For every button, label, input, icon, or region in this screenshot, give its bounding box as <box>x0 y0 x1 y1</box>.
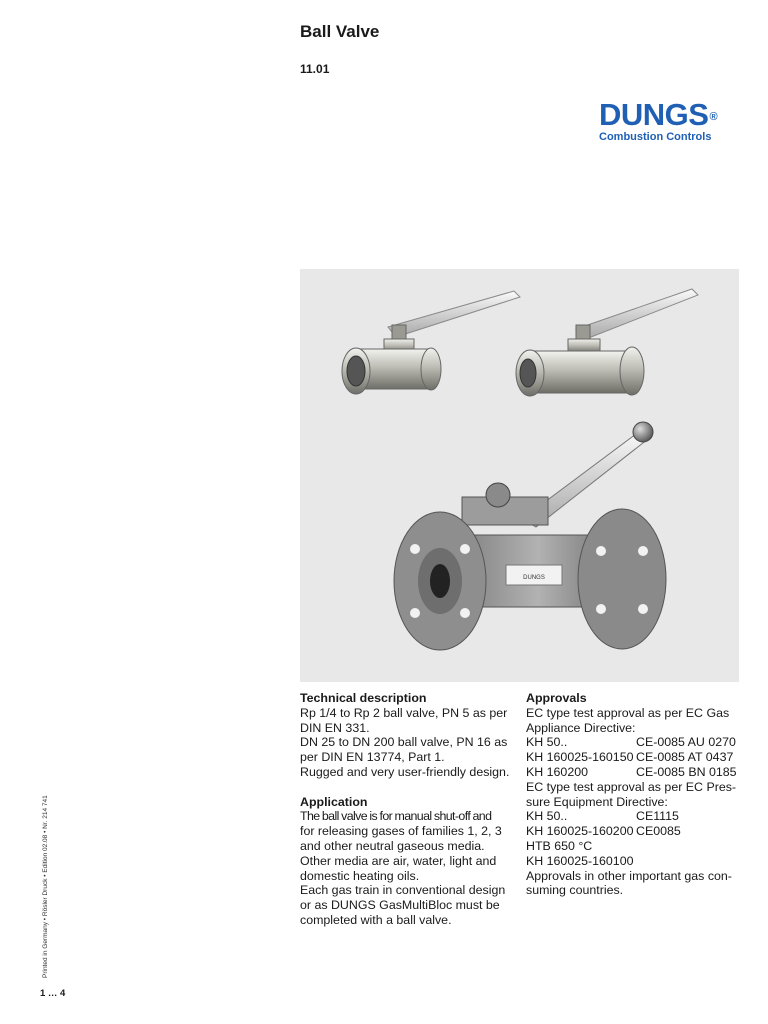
product-photo <box>300 269 739 682</box>
approval-code: CE-0085 AU 0270 <box>636 735 736 750</box>
flanged-ball-valve <box>394 422 666 650</box>
technical-line: Rp 1/4 to Rp 2 ball valve, PN 5 as per <box>300 705 508 720</box>
pressure-approval-row <box>526 824 740 839</box>
print-info: Printed in Germany • Rösler Druck • Edition 02.08 • Nr. 214 741 <box>42 795 49 978</box>
approval-code: CE-0085 BN 0185 <box>636 764 737 779</box>
nameplate-label: DUNGS <box>523 575 545 581</box>
application-heading: Application <box>300 794 368 809</box>
approval-row <box>526 735 740 750</box>
approvals-heading: Approvals <box>526 691 587 705</box>
application-line: for releasing gases of families 1, 2, 3 <box>300 824 502 839</box>
approval-model: KH 160025-160200 <box>526 824 634 839</box>
small-ball-valve-right <box>516 289 698 396</box>
technical-description-heading: Technical description <box>300 691 427 705</box>
logo-brand: DUNGS <box>599 97 709 132</box>
logo-wordmark <box>599 98 739 132</box>
application-line: or as DUNGS GasMultiBloc must be <box>300 898 500 913</box>
approval-row <box>526 765 740 780</box>
left-text-column <box>300 691 512 928</box>
approval-model: KH 50.. <box>526 735 568 750</box>
other-approvals-line: Approvals in other important gas con- <box>526 868 732 883</box>
approval-code: CE0085 <box>636 824 681 839</box>
pressure-approval-row <box>526 809 740 824</box>
technical-line: Rugged and very user-friendly design. <box>300 764 510 779</box>
other-approvals-line: suming countries. <box>526 883 624 898</box>
document-number: 11.01 <box>300 62 330 76</box>
pressure-intro-line: sure Equipment Directive: <box>526 794 668 809</box>
application-line: and other neutral gaseous media. <box>300 838 485 853</box>
right-text-column <box>526 691 740 898</box>
application-line: Other media are air, water, light and <box>300 853 497 868</box>
page-title: Ball Valve <box>300 22 380 41</box>
registered-mark: ® <box>709 111 718 123</box>
approvals-intro-line: Appliance Directive: <box>526 720 636 735</box>
logo-tagline: Combustion Controls <box>599 131 712 143</box>
approval-code: CE-0085 AT 0437 <box>636 750 734 765</box>
dungs-logo <box>599 98 739 143</box>
htb-rating: HTB 650 °C <box>526 838 593 853</box>
technical-line: DN 25 to DN 200 ball valve, PN 16 as <box>300 735 508 750</box>
technical-line: per DIN EN 13774, Part 1. <box>300 750 445 765</box>
ball-valves-illustration <box>300 269 739 682</box>
approval-model: KH 160025-160150 <box>526 750 634 765</box>
htb-model: KH 160025-160100 <box>526 853 634 868</box>
application-line: domestic heating oils. <box>300 868 420 883</box>
approval-model: KH 160200 <box>526 764 589 779</box>
page-range: 1 … 4 <box>40 988 66 999</box>
technical-line: DIN EN 331. <box>300 720 370 735</box>
pressure-intro-line: EC type test approval as per EC Pres- <box>526 779 737 794</box>
approvals-intro-line: EC type test approval as per EC Gas <box>526 705 730 720</box>
application-line: completed with a ball valve. <box>300 912 452 927</box>
approval-model: KH 50.. <box>526 809 568 824</box>
application-line: Each gas train in conventional design <box>300 883 506 898</box>
approval-row <box>526 750 740 765</box>
approval-code: CE1115 <box>636 809 679 824</box>
small-ball-valve-left <box>342 291 520 394</box>
application-line: The ball valve is for manual shut-off and <box>300 809 492 824</box>
